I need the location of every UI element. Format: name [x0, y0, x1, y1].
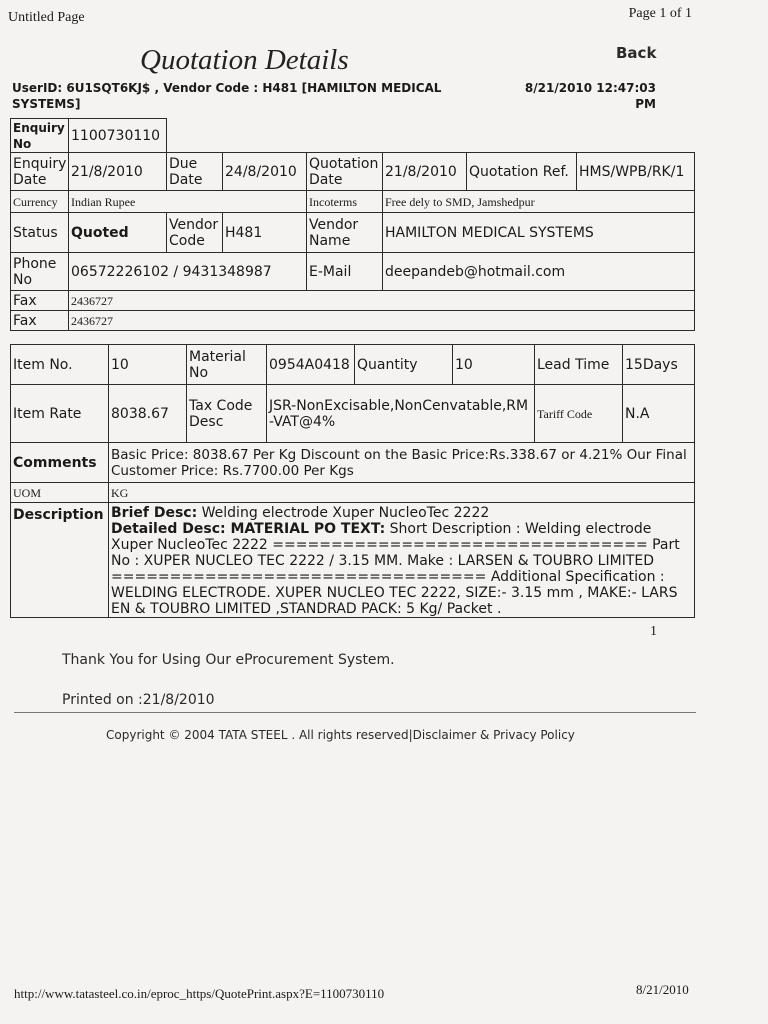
material-no-value: 0954A0418 — [267, 345, 355, 385]
fax-label-2: Fax — [11, 311, 69, 331]
uom-value: KG — [109, 483, 695, 503]
tariff-code-value: N.A — [623, 385, 695, 443]
due-date-value: 24/8/2010 — [223, 153, 307, 191]
incoterms-label: Incoterms — [307, 191, 383, 213]
fax-value: 2436727 — [69, 291, 695, 311]
tax-code-value: JSR-NonExcisable,NonCenvatable,RM-VAT@4% — [267, 385, 535, 443]
page-label: Untitled Page — [8, 10, 85, 25]
email-value[interactable]: deepandeb@hotmail.com — [383, 253, 695, 291]
material-no-label: Material No — [187, 345, 267, 385]
due-date-label: Due Date — [167, 153, 223, 191]
enquiry-date-value: 21/8/2010 — [69, 153, 167, 191]
comments-value: Basic Price: 8038.67 Per Kg Discount on the Basic Price:Rs.338.67 or 4.21% Our Final Customer Price: Rs.7700.00 Per Kgs — [109, 443, 695, 483]
incoterms-value: Free dely to SMD, Jamshedpur — [383, 191, 695, 213]
email-label: E-Mail — [307, 253, 383, 291]
enquiry-no-value: 1100730110 — [69, 119, 167, 153]
page-title: Quotation Details — [140, 44, 349, 76]
currency-value: Indian Rupee — [69, 191, 307, 213]
enquiry-no-label: Enquiry No — [11, 119, 69, 153]
currency-label: Currency — [11, 191, 69, 213]
tax-code-label: Tax Code Desc — [187, 385, 267, 443]
printed-on-text: Printed on :21/8/2010 — [62, 692, 215, 708]
comments-label: Comments — [11, 443, 109, 483]
page-count: Page 1 of 1 — [628, 6, 692, 21]
enquiry-date-label: Enquiry Date — [11, 153, 69, 191]
item-table — [10, 344, 695, 618]
phone-label: Phone No — [11, 253, 69, 291]
user-vendor-line: UserID: 6U1SQT6KJ$ , Vendor Code : H481 [HAMILTON MEDICAL SYSTEMS] — [12, 81, 442, 111]
item-rate-value: 8038.67 — [109, 385, 187, 443]
footer-date: 8/21/2010 — [636, 982, 689, 997]
vendor-name-label: Vendor Name — [307, 213, 383, 253]
description-value — [109, 503, 695, 618]
quotation-ref-value: HMS/WPB/RK/1 — [577, 153, 695, 191]
footer-url: http://www.tatasteel.co.in/eproc_https/QuotePrint.aspx?E=1100730110 — [14, 986, 385, 1001]
vendor-code-label: Vendor Code — [167, 213, 223, 253]
brief-desc-text: Welding electrode Xuper NucleoTec 2222 — [201, 505, 490, 521]
quotation-header-table — [10, 118, 695, 331]
uom-label: UOM — [11, 483, 109, 503]
page-number: 1 — [650, 624, 657, 639]
fax-label: Fax — [11, 291, 69, 311]
thank-you-text: Thank You for Using Our eProcurement System. — [62, 652, 395, 668]
divider — [14, 712, 696, 713]
detailed-desc-label: Detailed Desc: MATERIAL PO TEXT: — [111, 521, 386, 537]
item-no-label: Item No. — [11, 345, 109, 385]
empty-cell — [167, 119, 695, 153]
item-rate-label: Item Rate — [11, 385, 109, 443]
detailed-desc-text: Short Description : Welding electrode Xuper NucleoTec 2222 ================================ Part No : XUPER NUCLEO TEC 2222 / 3.15 MM. Make : LARSEN & TOUBRO LIMITED ================================ Additional Specification : WELDING ELECTRODE. XUPER NUCLEO TEC 2222, SIZE:- 3.15 mm , MAKE:- LARS EN & TOUBRO LIMITED ,STANDRAD PACK: 5 Kg/ Packet . — [111, 521, 680, 617]
lead-time-label: Lead Time — [535, 345, 623, 385]
quotation-ref-label: Quotation Ref. — [467, 153, 577, 191]
description-label: Description — [11, 503, 109, 618]
fax-value-2: 2436727 — [69, 311, 695, 331]
lead-time-value: 15Days — [623, 345, 695, 385]
copyright-text[interactable]: Copyright © 2004 TATA STEEL . All rights reserved|Disclaimer & Privacy Policy — [106, 728, 575, 742]
vendor-name-value: HAMILTON MEDICAL SYSTEMS — [383, 213, 695, 253]
brief-desc-label: Brief Desc: — [111, 505, 198, 521]
status-value: Quoted — [69, 213, 167, 253]
quantity-label: Quantity — [355, 345, 453, 385]
datetime-stamp: 8/21/2010 12:47:03 PM — [524, 81, 656, 111]
phone-value: 06572226102 / 9431348987 — [69, 253, 307, 291]
tariff-code-label: Tariff Code — [535, 385, 623, 443]
quantity-value: 10 — [453, 345, 535, 385]
quotation-date-label: Quotation Date — [307, 153, 383, 191]
back-link[interactable]: Back — [616, 44, 657, 62]
item-no-value: 10 — [109, 345, 187, 385]
vendor-code-value: H481 — [223, 213, 307, 253]
status-label: Status — [11, 213, 69, 253]
quotation-date-value: 21/8/2010 — [383, 153, 467, 191]
